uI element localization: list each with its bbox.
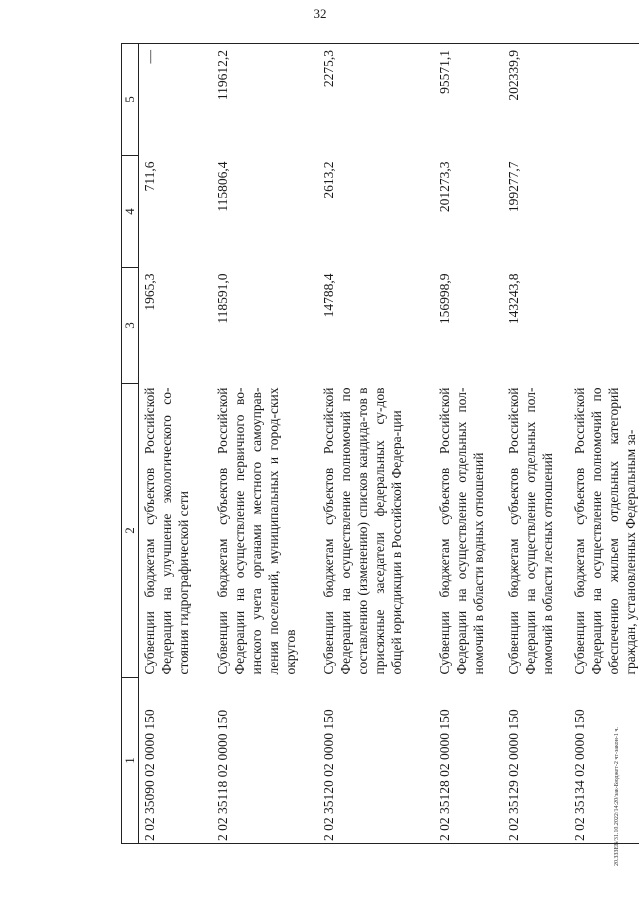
- value-col-5: —: [139, 44, 213, 156]
- description-cell: Субвенции бюджетам субъектов Российской Федерации на осуществление полномочий по обеспечению жильем отдельных категорий граждан, установленных Федеральным за-: [572, 387, 638, 675]
- header-col-1: 1: [122, 678, 139, 844]
- budget-code-cell: 2 02 35134 02 0000 150: [569, 678, 639, 844]
- value-col-4: 201273,3: [437, 161, 452, 213]
- description-cell: Субвенции бюджетам субъектов Российской Федерации на осуществление первичного во-инского учета органами местного самоуправ-ления поселений, муниципальных и город-ских округов: [215, 387, 298, 675]
- value-col-5: [569, 44, 639, 156]
- budget-code-cell: 2 02 35118 02 0000 150: [212, 678, 318, 844]
- table-row: [569, 44, 639, 844]
- value-col-5: 202339,9: [503, 44, 569, 156]
- value-col-5: 119612,2: [212, 44, 318, 156]
- header-col-2: 2: [122, 384, 139, 678]
- table-row: [503, 44, 569, 844]
- table-row: [212, 44, 318, 844]
- description-cell: Субвенции бюджетам субъектов Российской Федерации на улучшение экологического со-стояния гидрографической сети: [142, 387, 191, 675]
- description-cell: Субвенции бюджетам субъектов Российской Федерации на осуществление полномочий по составлению (изменению) списков кандида-тов в присяжные заседатели федеральных су-дов общей юрисдикции в Российской Федера-ции: [321, 387, 404, 675]
- value-col-5: 95571,1: [434, 44, 503, 156]
- table-row: [139, 44, 213, 844]
- header-col-4: 4: [122, 156, 139, 268]
- value-col-4: 711,6: [142, 161, 157, 192]
- header-col-3: 3: [122, 268, 139, 384]
- budget-code-cell: 2 02 35129 02 0000 150: [503, 678, 569, 844]
- budget-code-cell: 2 02 35090 02 0000 150: [139, 678, 213, 844]
- value-col-3: [569, 268, 639, 384]
- table-row: [434, 44, 503, 844]
- value-col-5: 2275,3: [318, 44, 434, 156]
- document-footer-note: 20.ЗЗЗЕВ/31.10.2022/14:20/зак-Бюджет-2 чт-закон-1 ч.: [614, 727, 620, 866]
- header-col-5: 5: [122, 44, 139, 156]
- value-col-4: [569, 156, 639, 268]
- value-col-4: 115806,4: [215, 161, 230, 212]
- page-number: 32: [313, 6, 327, 21]
- value-col-3: 1965,3: [142, 273, 157, 311]
- value-col-4: 2613,2: [321, 161, 336, 199]
- description-cell: Субвенции бюджетам субъектов Российской Федерации на осуществление отдельных пол-номочий в области водных отношений: [437, 387, 486, 675]
- value-col-3: 14788,4: [321, 273, 336, 318]
- description-cell: Субвенции бюджетам субъектов Российской Федерации на осуществление отдельных пол-номочий в области лесных отношений: [506, 387, 555, 675]
- table-header-row: [122, 44, 139, 844]
- value-col-3: 143243,8: [506, 273, 521, 325]
- budget-table: [121, 43, 639, 844]
- value-col-3: 118591,0: [215, 273, 230, 324]
- value-col-4: 199277,7: [506, 161, 521, 213]
- budget-code-cell: 2 02 35128 02 0000 150: [434, 678, 503, 844]
- value-col-3: 156998,9: [437, 273, 452, 325]
- table-row: [318, 44, 434, 844]
- budget-code-cell: 2 02 35120 02 0000 150: [318, 678, 434, 844]
